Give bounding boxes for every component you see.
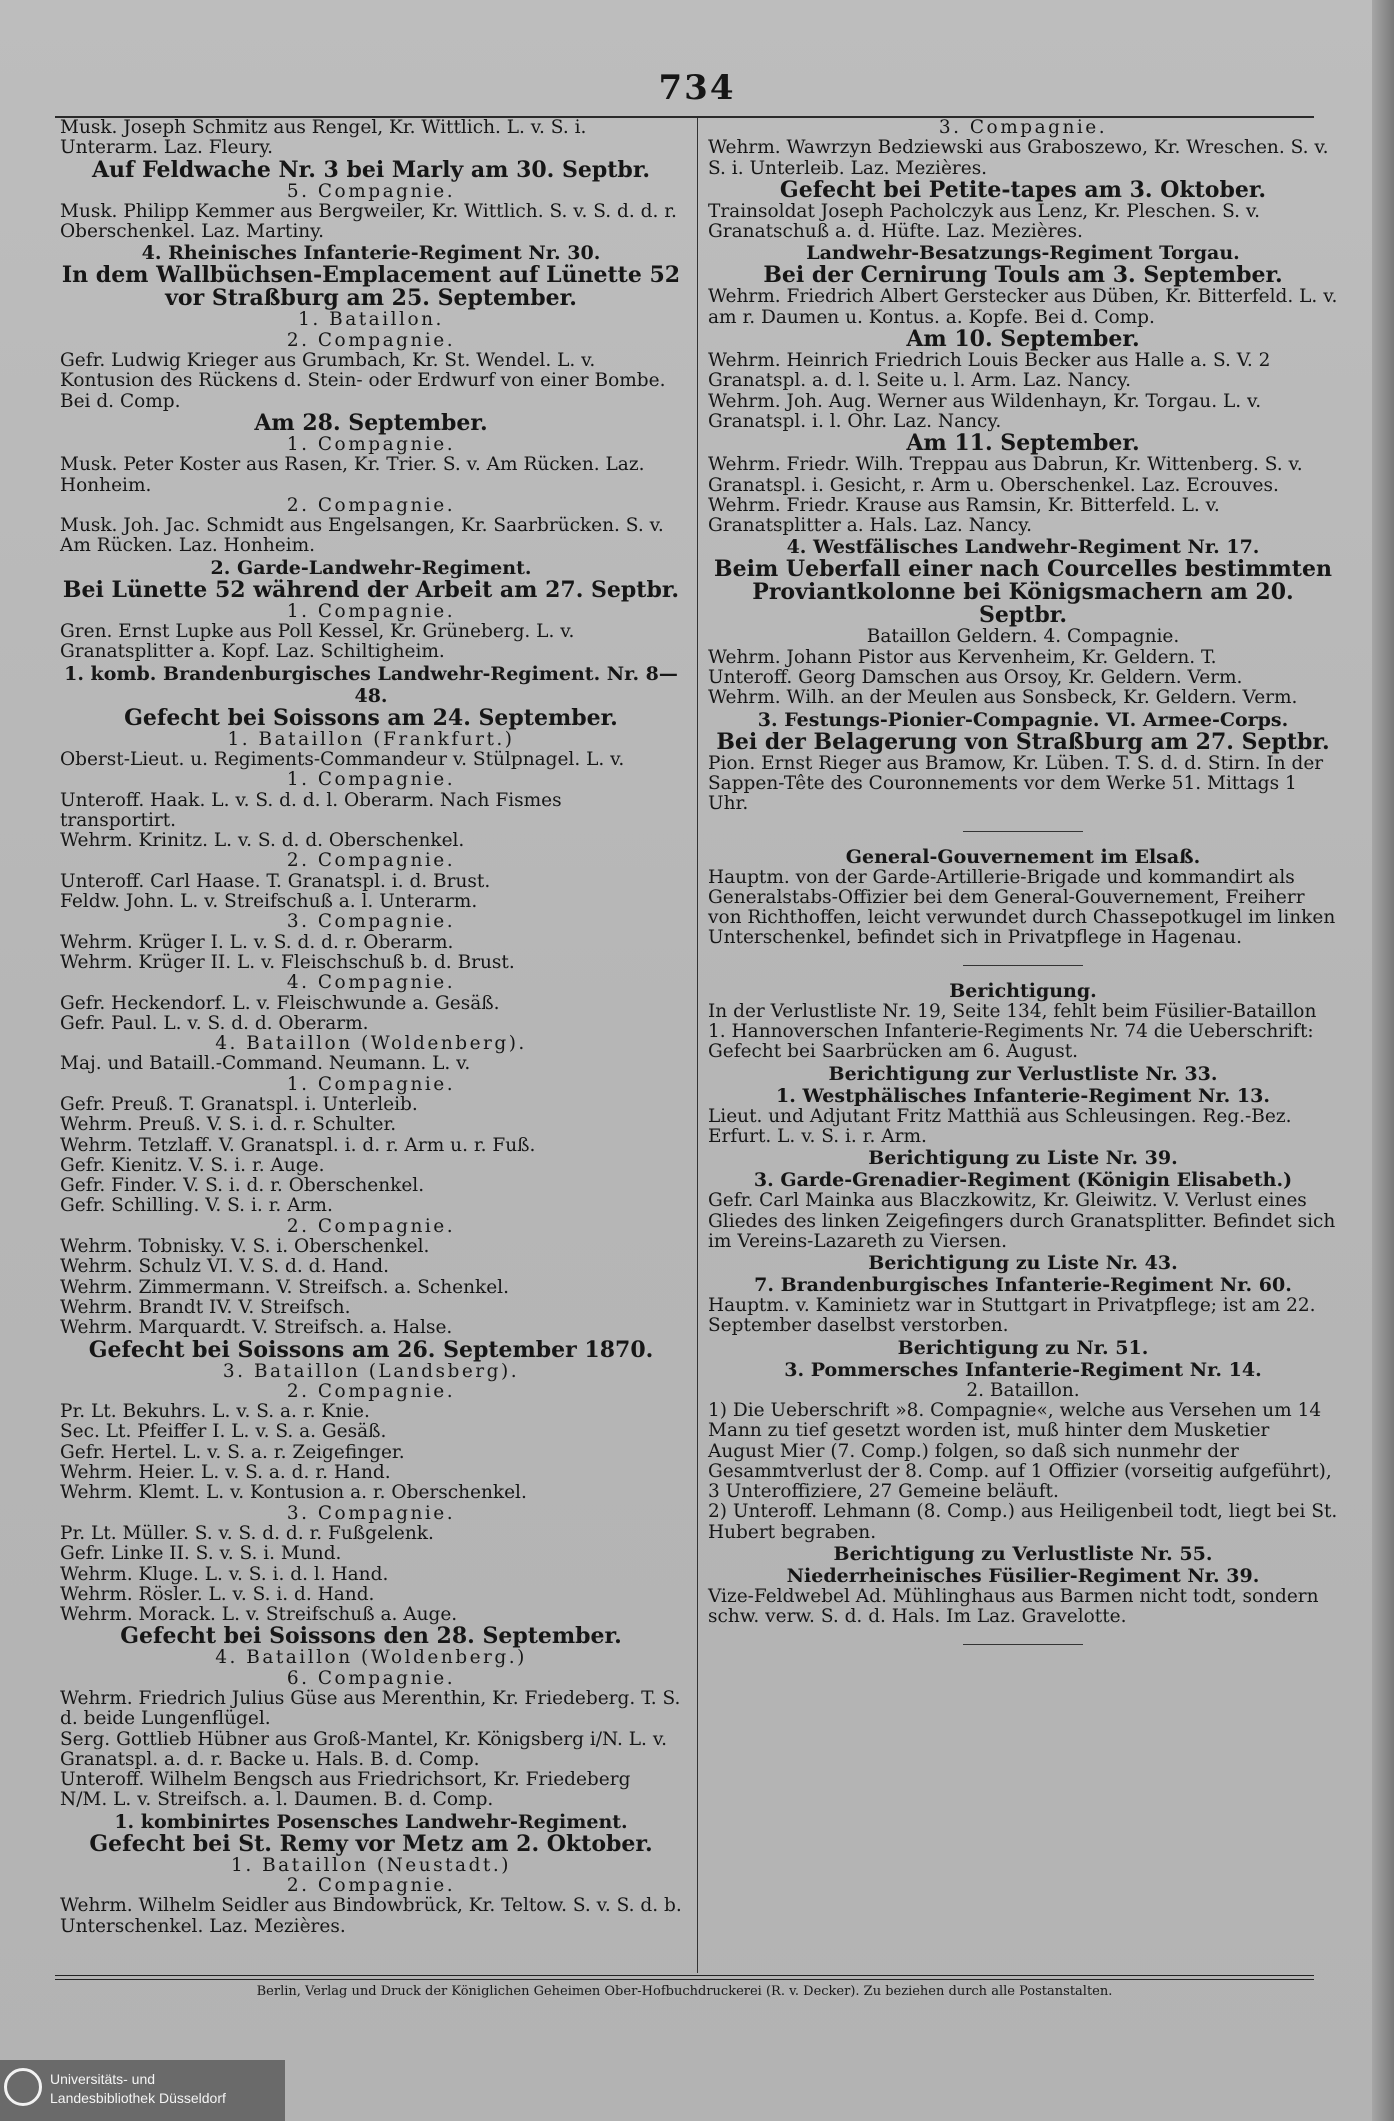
entry-text: Wehrm. Krinitz. L. v. S. d. d. Oberschenkel. [60, 830, 465, 852]
entry-text: Wehrm. Krüger I. L. v. S. d. d. r. Oberarm. [60, 931, 454, 953]
entry-text: Unteroff. Carl Haase. T. Granatspl. i. d. Brust. [60, 870, 491, 892]
unit-label: 3. Compagnie. [286, 1502, 456, 1524]
unit-label: 3. Compagnie. [286, 911, 456, 933]
regiment-heading: 4. Westfälisches Landwehr-Regiment Nr. 17. [786, 536, 1260, 559]
entry-text: Wehrm. Friedr. Wilh. Treppau aus Dabrun, Kr. Wittenberg. S. v. Granatspl. i. Gesicht, r. Arm u. Oberschenkel. Laz. Ecrouves. [708, 454, 1303, 496]
entry-text: Oberst-Lieut. u. Regiments-Commandeur v. Stülpnagel. L. v. [60, 748, 625, 770]
entry-text: Musk. Philipp Kemmer aus Bergweiler, Kr. Wittlich. S. v. S. d. d. r. Oberschenkel. Laz. Martiny. [60, 200, 677, 243]
entry-text: Hauptm. v. Kaminietz war in Stuttgart in Privatpflege; ist am 22. September daselbst verstorben. [708, 1295, 1316, 1337]
entry-text: Gefr. Linke II. S. v. S. i. Mund. [60, 1543, 342, 1565]
library-logo-icon [4, 2068, 42, 2106]
unit-label: 2. Compagnie. [286, 329, 456, 351]
regiment-heading: 1. komb. Brandenburgisches Landwehr-Regiment. Nr. 8—48. [64, 662, 678, 707]
regiment-heading: 1. kombinirtes Posensches Landwehr-Regiment. [114, 1810, 628, 1833]
unit-label: 3. Compagnie. [938, 117, 1108, 138]
entry-text: Gefr. Preuß. T. Granatspl. i. Unterleib. [60, 1093, 418, 1115]
unit-label: 2. Compagnie. [286, 1215, 456, 1237]
engagement-heading: Bei der Cernirung Touls am 3. September. [763, 262, 1283, 289]
unit-label: 1. Compagnie. [286, 1073, 456, 1095]
unit-label: Bataillon Geldern. 4. Compagnie. [866, 626, 1180, 648]
unit-label: 2. Compagnie. [286, 1380, 456, 1402]
engagement-heading: Am 10. September. [906, 326, 1140, 353]
entry-text: Lieut. und Adjutant Fritz Matthiä aus Schleusingen. Reg.-Bez. Erfurt. L. v. S. i. r. Arm. [708, 1105, 1292, 1147]
entry-text: Gefr. Carl Mainka aus Blaczkowitz, Kr. Gleiwitz. V. Verlust eines Gliedes des linken Zeigefingers durch Granatsplitter. Befindet sich im Vereins-Lazareth zu Viersen. [708, 1190, 1336, 1252]
regiment-heading: 3. Pommersches Infanterie-Regiment Nr. 14. [784, 1358, 1262, 1381]
entry-text: Wehrm. Wilhelm Seidler aus Bindowbrück, Kr. Teltow. S. v. S. d. b. Unterschenkel. Laz. Mezières. [60, 1895, 682, 1937]
entry-text: Pr. Lt. Bekuhrs. L. v. S. a. r. Knie. [60, 1401, 370, 1423]
regiment-heading: Niederrheinisches Füsilier-Regiment Nr. 39. [786, 1565, 1260, 1588]
engagement-heading: Gefecht bei Soissons am 24. September. [124, 704, 618, 731]
unit-label: 2. Compagnie. [286, 850, 456, 872]
unit-label: 6. Compagnie. [286, 1667, 456, 1689]
regiment-heading: Berichtigung zu Verlustliste Nr. 55. [833, 1543, 1213, 1566]
section-separator [963, 965, 1083, 966]
library-name-line2: Landesbibliothek Düsseldorf [50, 2090, 226, 2106]
regiment-heading: 4. Rheinisches Infanterie-Regiment Nr. 30. [141, 242, 601, 265]
entry-text: Wehrm. Heier. L. v. S. a. d. r. Hand. [60, 1462, 391, 1484]
unit-label: 1. Bataillon (Neustadt.) [231, 1854, 511, 1876]
imprint-footer: Berlin, Verlag und Druck der Königlichen Geheimen Ober-Hofbuchdruckerei (R. v. Decker). Zu beziehen durch alle Postanstalten. [256, 1984, 1113, 1999]
entry-text: Gefr. Kienitz. V. S. i. r. Auge. [60, 1154, 325, 1176]
regiment-heading: 3. Garde-Grenadier-Regiment (Königin Elisabeth.) [753, 1169, 1293, 1192]
footer-rule-thin [55, 1979, 1314, 1980]
entry-text: Wehrm. Preuß. V. S. i. d. r. Schulter. [60, 1114, 397, 1136]
engagement-heading: In dem Wallbüchsen-Emplacement auf Lünette 52 vor Straßburg am 25. September. [61, 262, 681, 312]
entry-text: Sec. Lt. Pfeiffer I. L. v. S. a. Gesäß. [60, 1421, 387, 1443]
entry-text: Unteroff. Haak. L. v. S. d. d. l. Oberarm. Nach Fismes transportirt. [60, 789, 562, 831]
entry-text: Maj. und Bataill.-Command. Neumann. L. v. [60, 1053, 471, 1075]
entry-text: Wehrm. Friedrich Albert Gerstecker aus Düben, Kr. Bitterfeld. L. v. am r. Daumen u. Kontus. a. Kopfe. Bei d. Comp. [708, 286, 1338, 328]
footer-rule [55, 1975, 1314, 1976]
section-separator [963, 1644, 1083, 1645]
regiment-heading: 1. Westphälisches Infanterie-Regiment Nr. 13. [776, 1084, 1270, 1107]
entry-text: Musk. Joh. Jac. Schmidt aus Engelsangen, Kr. Saarbrücken. S. v. Am Rücken. Laz. Honheim. [60, 515, 664, 557]
engagement-heading: Gefecht bei Petite-tapes am 3. Oktober. [779, 176, 1267, 203]
page-edge-shadow [1372, 0, 1394, 2121]
unit-label: 1. Compagnie. [286, 433, 456, 455]
unit-label: 2. Bataillon. [966, 1379, 1080, 1401]
column-divider [697, 118, 698, 1973]
unit-label: 1. Bataillon (Frankfurt.) [227, 728, 515, 750]
unit-label: 2. Compagnie. [286, 494, 456, 516]
entry-text: Feldw. John. L. v. Streifschuß a. l. Unterarm. [60, 891, 478, 913]
entry-text: Unteroff. Georg Damschen aus Orsoy, Kr. Geldern. Verm. [708, 667, 1243, 689]
entry-text: Trainsoldat Joseph Pacholczyk aus Lenz, Kr. Pleschen. S. v. Granatschuß a. d. Hüfte. Laz. Mezières. [708, 200, 1261, 243]
entry-text: Musk. Peter Koster aus Rasen, Kr. Trier. S. v. Am Rücken. Laz. Honheim. [60, 454, 645, 496]
entry-text: Musk. Joseph Schmitz aus Rengel, Kr. Wittlich. L. v. S. i. Unterarm. Laz. Fleury. [60, 117, 587, 159]
page-number: 734 [658, 68, 736, 108]
entry-text: Wehrm. Friedr. Krause aus Ramsin, Kr. Bitterfeld. L. v. Granatsplitter a. Hals. Laz. Nancy. [708, 494, 1220, 537]
engagement-heading: Bei der Belagerung von Straßburg am 27. Septbr. [716, 728, 1330, 755]
entry-text: Wehrm. Friedrich Julius Güse aus Merenthin, Kr. Friedeberg. T. S. d. beide Lungenflügel. [60, 1688, 681, 1730]
entry-text: Gefr. Ludwig Krieger aus Grumbach, Kr. St. Wendel. L. v. Kontusion des Rückens d. Stein- oder Erdwurf von einer Bombe. Bei d. Comp. [60, 350, 666, 412]
entry-text: Wehrm. Rösler. L. v. S. i. d. Hand. [60, 1583, 375, 1605]
regiment-heading: Berichtigung zu Liste Nr. 43. [868, 1252, 1178, 1275]
unit-label: 3. Bataillon (Landsberg). [222, 1360, 520, 1382]
regiment-heading: Berichtigung zu Liste Nr. 39. [868, 1147, 1178, 1170]
entry-text: Gren. Ernst Lupke aus Poll Kessel, Kr. Grüneberg. L. v. Granatsplitter a. Kopf. Laz. Schiltigheim. [60, 621, 575, 663]
left-column [60, 118, 682, 1937]
entry-text: Vize-Feldwebel Ad. Mühlinghaus aus Barmen nicht todt, sondern schw. verw. S. d. d. Hals. Im Laz. Gravelotte. [708, 1586, 1319, 1628]
unit-label: 1. Bataillon. [298, 309, 444, 331]
entry-text: Wehrm. Kluge. L. v. S. i. d. l. Hand. [60, 1563, 389, 1585]
engagement-heading: Gefecht bei St. Remy vor Metz am 2. Oktober. [89, 1830, 653, 1857]
entry-text: Pr. Lt. Müller. S. v. S. d. d. r. Fußgelenk. [60, 1522, 434, 1544]
unit-label: 5. Compagnie. [286, 180, 456, 202]
right-column [708, 118, 1338, 1659]
engagement-heading: Gefecht bei Soissons den 28. September. [120, 1623, 622, 1650]
entry-text: Gefr. Paul. L. v. S. d. d. Oberarm. [60, 1012, 369, 1034]
entry-text: Pion. Ernst Rieger aus Bramow, Kr. Lüben. T. S. d. d. Stirn. In der Sappen-Tête des Couronnements vor dem Werke 51. Mittags 1 Uhr. [708, 752, 1324, 815]
entry-text: Wehrm. Wilh. an der Meulen aus Sonsbeck, Kr. Geldern. Verm. [708, 687, 1298, 709]
entry-text: Unteroff. Wilhelm Bengsch aus Friedrichsort, Kr. Friedeberg N/M. L. v. Streifsch. a. l. Daumen. B. d. Comp. [60, 1769, 631, 1811]
section-separator [963, 831, 1083, 832]
engagement-heading: Auf Feldwache Nr. 3 bei Marly am 30. Septbr. [91, 156, 651, 183]
unit-label: 4. Bataillon (Woldenberg). [215, 1033, 527, 1055]
library-name-line1: Universitäts- und [50, 2071, 156, 2087]
regiment-heading: Berichtigung zur Verlustliste Nr. 33. [828, 1062, 1218, 1085]
unit-label: 4. Bataillon (Woldenberg.) [215, 1647, 527, 1669]
unit-label: 1. Compagnie. [286, 600, 456, 622]
entry-text: Wehrm. Brandt IV. V. Streifsch. [60, 1296, 351, 1318]
entry-text: Wehrm. Johann Pistor aus Kervenheim, Kr. Geldern. T. [708, 646, 1217, 668]
entry-text: Gefr. Finder. V. S. i. d. r. Oberschenkel. [60, 1175, 425, 1197]
entry-text: 2) Unteroff. Lehmann (8. Comp.) aus Heiligenbeil todt, liegt bei St. Hubert begraben. [708, 1501, 1338, 1543]
entry-text: Wehrm. Klemt. L. v. Kontusion a. r. Oberschenkel. [60, 1482, 527, 1504]
regiment-heading: Berichtigung zu Nr. 51. [897, 1336, 1149, 1359]
engagement-heading: Beim Ueberfall einer nach Courcelles bestimmten Proviantkolonne bei Königsmachern am 20. Septbr. [714, 556, 1332, 629]
engagement-heading: Bei Lünette 52 während der Arbeit am 27. Septbr. [62, 576, 680, 603]
unit-label: 4. Compagnie. [286, 972, 456, 994]
entry-text: Gefr. Schilling. V. S. i. r. Arm. [60, 1195, 333, 1217]
entry-text: Wehrm. Joh. Aug. Werner aus Wildenhayn, Kr. Torgau. L. v. Granatspl. i. l. Ohr. Laz. Nancy. [708, 390, 1262, 432]
entry-text: Wehrm. Tobnisky. V. S. i. Oberschenkel. [60, 1236, 430, 1258]
entry-text: Wehrm. Wawrzyn Bedziewski aus Graboszewo, Kr. Wreschen. S. v. S. i. Unterleib. Laz. Mezières. [708, 137, 1329, 179]
entry-text: Wehrm. Morack. L. v. Streifschuß a. Auge. [60, 1604, 458, 1626]
entry-text: Wehrm. Krüger II. L. v. Fleischschuß b. d. Brust. [60, 951, 515, 973]
entry-text: Hauptm. von der Garde-Artillerie-Brigade und kommandirt als Generalstabs-Offizier bei dem General-Gouvernement, Freiherr von Richthoffen, leicht verwundet durch Chassepotkugel im linken Unterschenkel, befindet sich in Privatpflege in Hagenau. [708, 866, 1336, 949]
entry-text: Wehrm. Zimmermann. V. Streifsch. a. Schenkel. [60, 1276, 509, 1298]
unit-label: 1. Compagnie. [286, 769, 456, 791]
engagement-heading: Gefecht bei Soissons am 26. September 1870. [88, 1336, 654, 1363]
entry-text: In der Verlustliste Nr. 19, Seite 134, fehlt beim Füsilier-Bataillon 1. Hannoverschen Infanterie-Regiments Nr. 74 die Ueberschrift: Gefecht bei Saarbrücken am 6. August. [708, 1000, 1317, 1063]
regiment-heading: Landwehr-Besatzungs-Regiment Torgau. [806, 242, 1240, 265]
entry-text: Gefr. Heckendorf. L. v. Fleischwunde a. Gesäß. [60, 992, 500, 1014]
entry-text: 1) Die Ueberschrift »8. Compagnie«, welche aus Versehen um 14 Mann zu tief gesetzt worden ist, muß hinter dem Musketier August Mier (7. Comp.) folgen, so daß sich nunmehr der Gesammtverlust der 8. Comp. auf 1 Offizier (vorseitig aufgeführt), 3 Unteroffiziere, 27 Gemeine beläuft. [708, 1399, 1332, 1503]
unit-label: 2. Compagnie. [286, 1875, 456, 1897]
library-watermark [0, 2060, 285, 2121]
engagement-heading: Am 11. September. [906, 430, 1140, 457]
entry-text: Wehrm. Schulz VI. V. S. d. d. Hand. [60, 1256, 390, 1278]
regiment-heading: 2. Garde-Landwehr-Regiment. [210, 556, 532, 579]
library-name [50, 2070, 226, 2108]
entry-text: Wehrm. Heinrich Friedrich Louis Becker aus Halle a. S. V. 2 Granatspl. a. d. l. Seite u. l. Arm. Laz. Nancy. [708, 350, 1271, 392]
engagement-heading: Am 28. September. [254, 409, 488, 436]
entry-text: Wehrm. Tetzlaff. V. Granatspl. i. d. r. Arm u. r. Fuß. [60, 1134, 536, 1156]
regiment-heading: 3. Festungs-Pionier-Compagnie. VI. Armee-Corps. [757, 708, 1289, 731]
entry-text: Wehrm. Marquardt. V. Streifsch. a. Halse. [60, 1317, 453, 1339]
regiment-heading: Berichtigung. [949, 979, 1097, 1002]
entry-text: Serg. Gottlieb Hübner aus Groß-Mantel, Kr. Königsberg i/N. L. v. Granatspl. a. d. r. Backe u. Hals. B. d. Comp. [60, 1728, 667, 1770]
entry-text: Gefr. Hertel. L. v. S. a. r. Zeigefinger. [60, 1441, 405, 1463]
regiment-heading: General-Gouvernement im Elsaß. [845, 845, 1201, 868]
regiment-heading: 7. Brandenburgisches Infanterie-Regiment Nr. 60. [754, 1274, 1292, 1297]
